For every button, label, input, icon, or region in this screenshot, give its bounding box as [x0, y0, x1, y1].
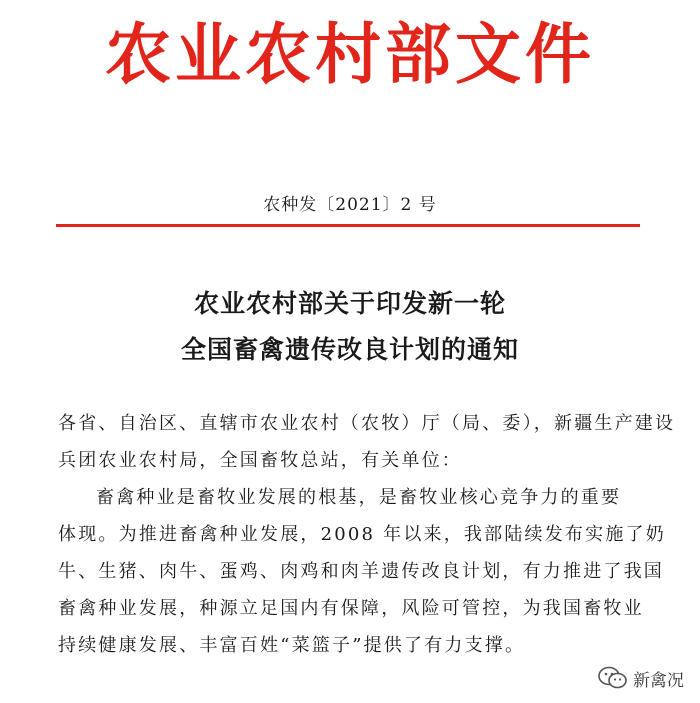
body-line: 兵团农业农村局，全国畜牧总站，有关单位： [58, 450, 462, 471]
watermark-label: 新禽况 [633, 670, 684, 691]
red-divider-rule [56, 224, 640, 227]
body-line: 各省、自治区、直辖市农业农村（农牧）厅（局、委），新疆生产建设 [58, 413, 676, 434]
body-line: 牛、生猪、肉牛、蛋鸡、肉鸡和肉羊遗传改良计划，有力推进了我国 [58, 561, 664, 582]
body-line: 畜禽种业是畜牧业发展的根基，是畜牧业核心竞争力的重要 [96, 487, 622, 508]
body-line: 持续健康发展、丰富百姓“菜篮子”提供了有力支撑。 [58, 635, 526, 656]
body-line: 畜禽种业发展，种源立足国内有保障，风险可管控，为我国畜牧业 [58, 598, 644, 619]
notice-body [58, 405, 676, 664]
document-number: 农种发〔2021〕2 号 [263, 195, 437, 215]
wechat-watermark [598, 663, 684, 693]
document-header-title: 农业农村部文件 [105, 15, 595, 93]
wechat-icon [598, 666, 628, 690]
notice-title-line-1: 农业农村部关于印发新一轮 [193, 289, 506, 318]
notice-title-line-2: 全国畜禽遗传改良计划的通知 [180, 335, 519, 364]
body-line: 体现。为推进畜禽种业发展，2008 年以来，我部陆续发布实施了奶 [58, 524, 666, 545]
